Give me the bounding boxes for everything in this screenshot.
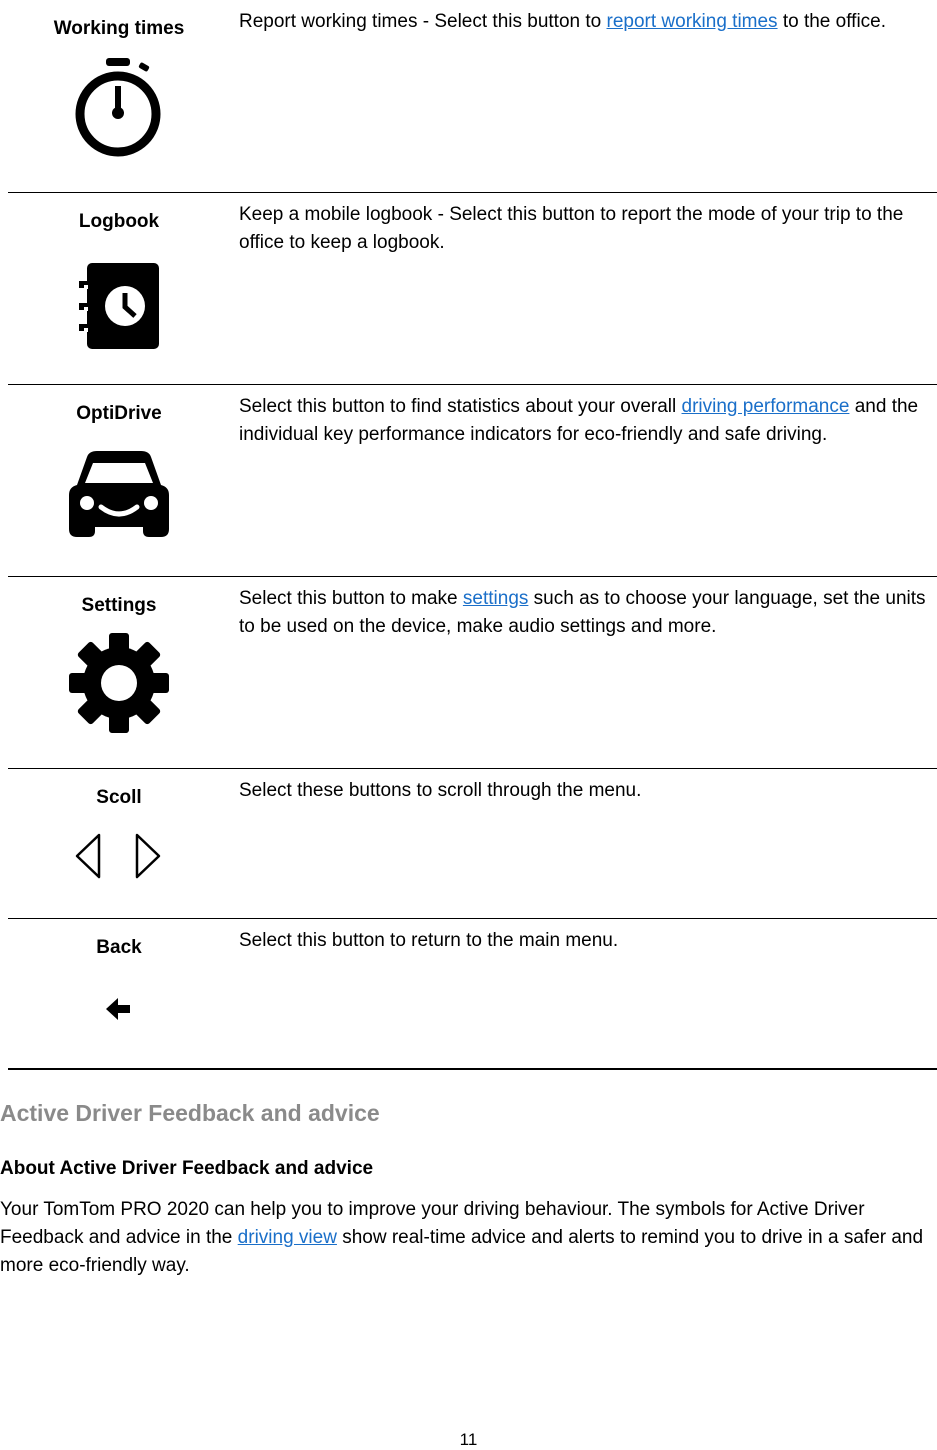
link-driving-view[interactable]: driving view (237, 1227, 337, 1248)
description-cell: Select this button to return to the main menu. (239, 930, 619, 951)
subsection-heading: About Active Driver Feedback and advice (0, 1158, 374, 1179)
table-row (8, 577, 937, 769)
link-driving-performance[interactable]: driving performance (681, 396, 850, 417)
description-cell: Select this button to make settings such as to choose your language, set the units to be used on the device, make audio settings and more. (239, 588, 926, 637)
table-row (8, 385, 937, 577)
button-cell (8, 577, 230, 735)
button-label: Back (96, 937, 142, 958)
table-row (8, 0, 937, 193)
stopwatch-icon (69, 56, 169, 160)
scroll-left-icon (77, 835, 99, 877)
table-row (8, 769, 937, 919)
button-label: Working times (53, 18, 185, 39)
car-icon (67, 449, 171, 541)
button-label: Scoll (96, 787, 142, 808)
button-description-table (8, 0, 937, 1070)
scroll-right-icon (137, 835, 159, 877)
description-cell: Select this button to find statistics about your overall driving performance and the individual key performance indicators for eco-friendly and safe driving. (239, 396, 919, 445)
table-row (8, 919, 937, 1070)
button-label: Logbook (78, 211, 160, 232)
description-cell: Select these buttons to scroll through the menu. (239, 780, 642, 801)
scroll-arrows-icon (71, 831, 167, 881)
link-report-working-times[interactable]: report working times (606, 11, 778, 32)
button-cell (8, 919, 230, 1023)
description-cell: Keep a mobile logbook - Select this button to report the mode of your trip to the office to keep a logbook. (239, 204, 904, 253)
button-cell (8, 193, 230, 353)
back-arrow-icon (104, 995, 134, 1023)
table-row (8, 193, 937, 385)
logbook-icon (77, 261, 161, 353)
body-paragraph: Your TomTom PRO 2020 can help you to improve your driving behaviour. The symbols for Active Driver Feedback and advice in the driving view show real-time advice and alerts to remind you to drive in a safer and more eco-friendly way. (0, 1199, 924, 1276)
button-label: Settings (81, 595, 157, 616)
button-label: OptiDrive (76, 403, 162, 424)
button-cell (8, 769, 230, 881)
button-cell (8, 385, 230, 541)
button-cell (8, 0, 230, 160)
section-heading: Active Driver Feedback and advice (0, 1100, 380, 1126)
gear-icon (67, 631, 171, 735)
page-number: 11 (459, 1430, 478, 1449)
description-cell: Report working times - Select this button to report working times to the office. (239, 11, 887, 32)
link-settings[interactable]: settings (462, 588, 529, 609)
